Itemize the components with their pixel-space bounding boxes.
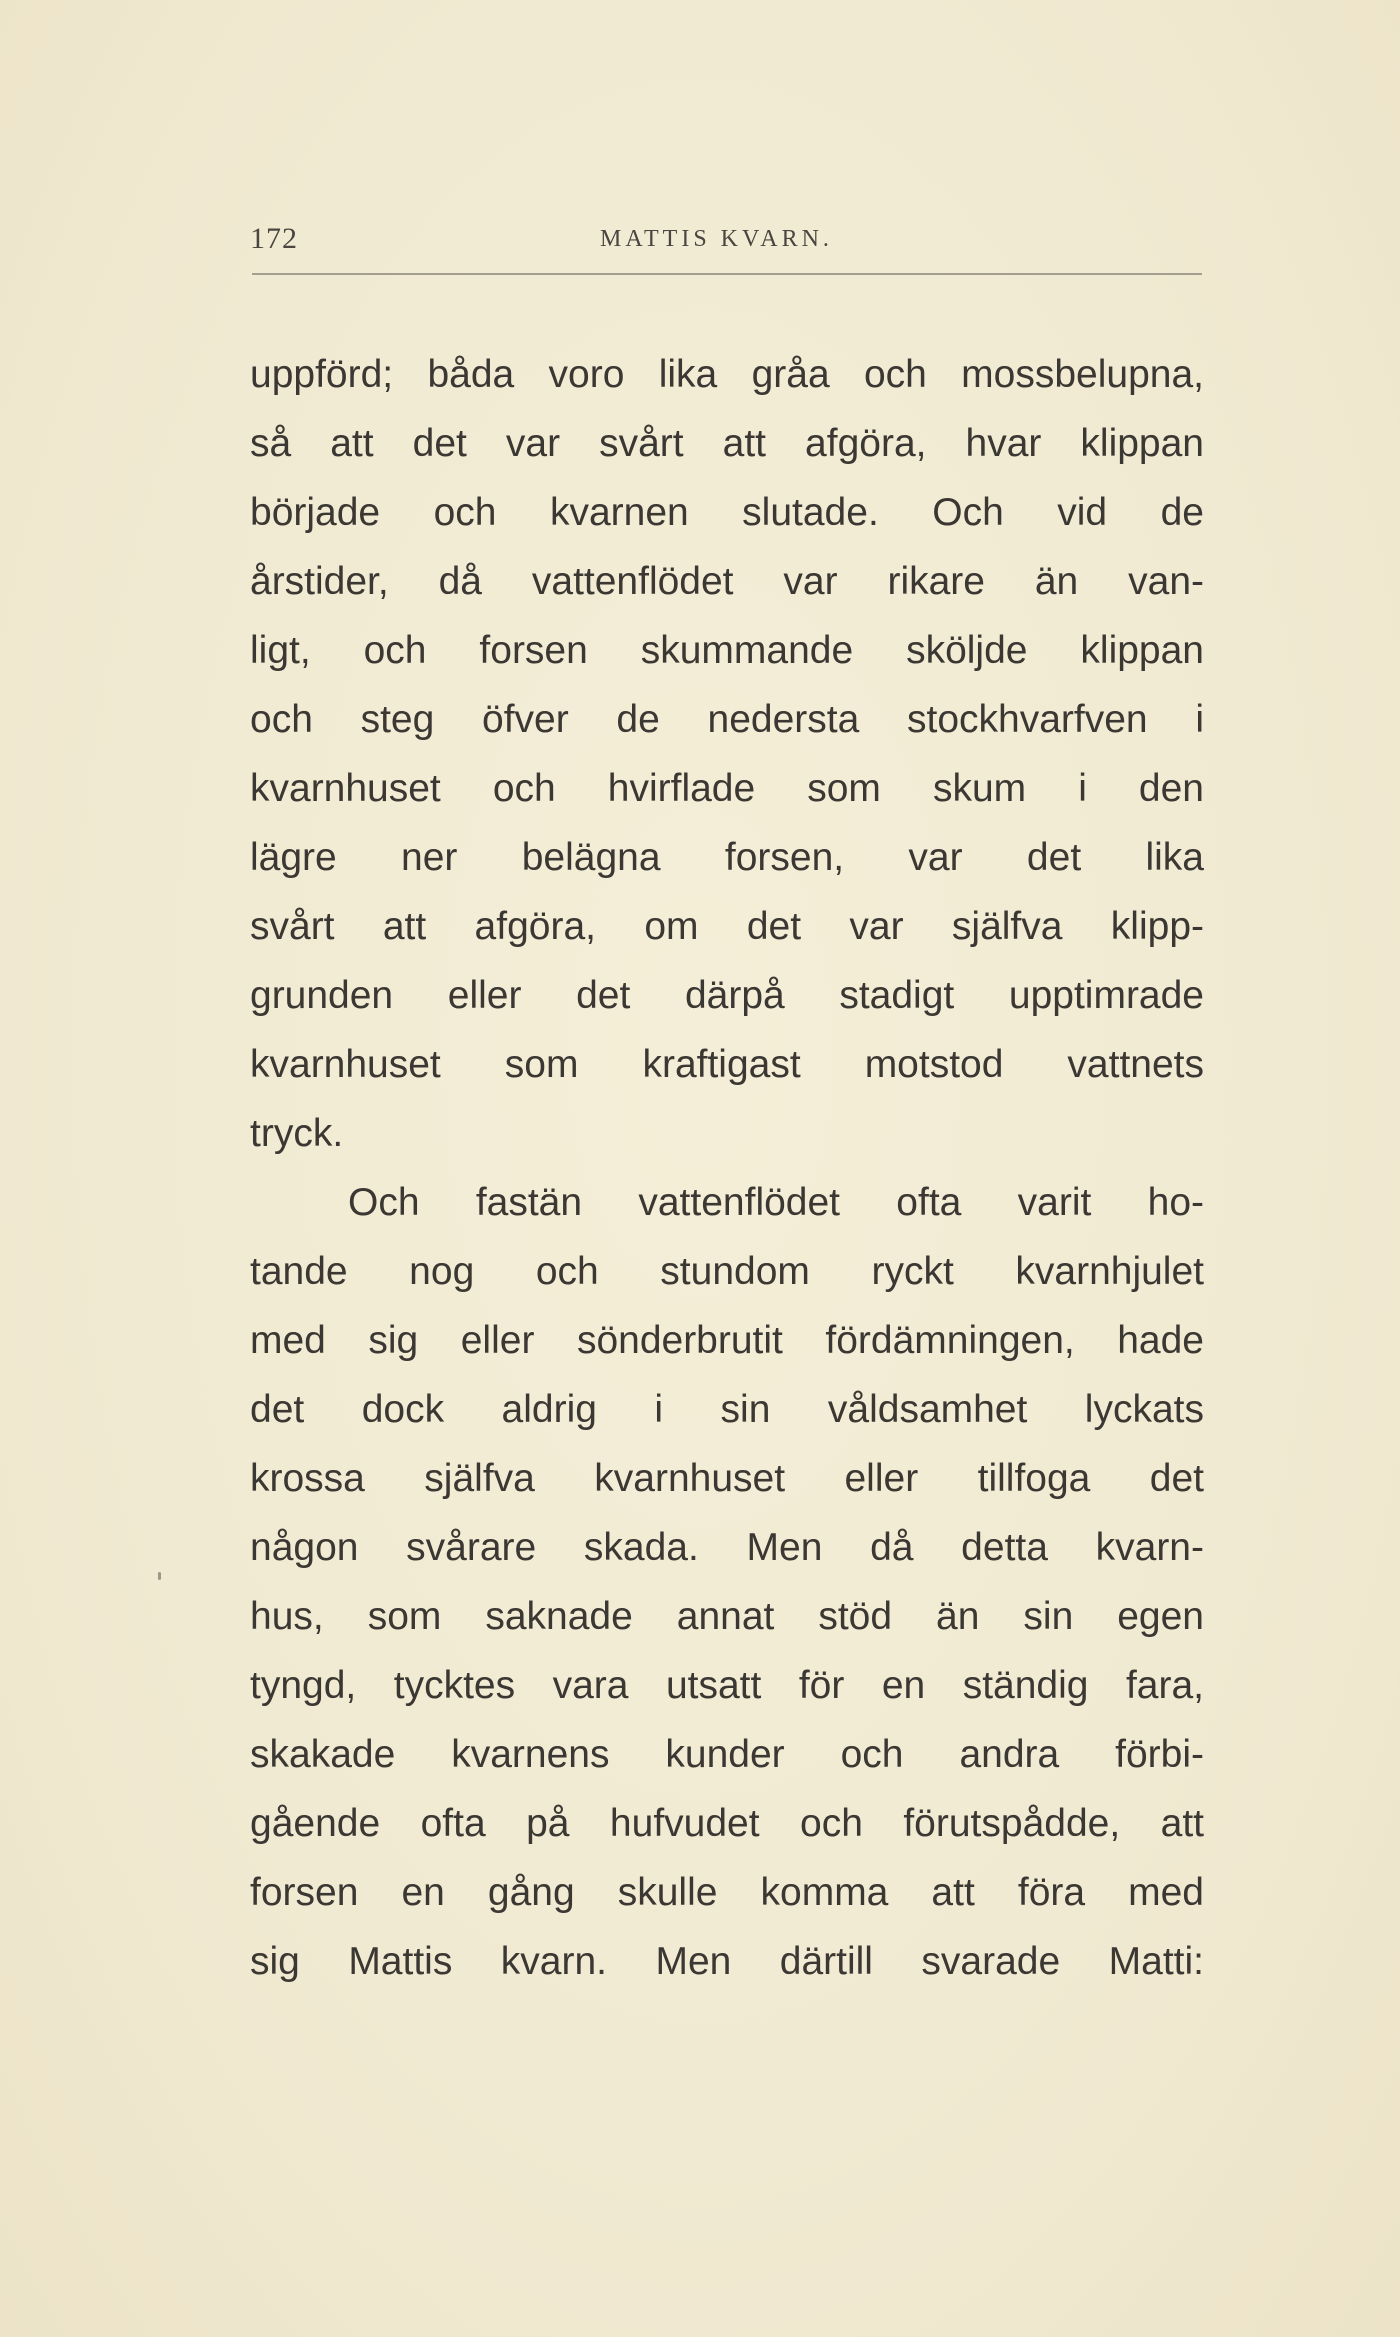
text-line: så att det var svårt att afgöra, hvar klippan	[250, 422, 1204, 465]
text-line: svårt att afgöra, om det var själfva klipp-	[250, 905, 1204, 948]
text-line: kvarnhuset och hvirflade som skum i den	[250, 767, 1204, 810]
text-line: uppförd; båda voro lika gråa och mossbelupna,	[250, 353, 1204, 396]
text-line: började och kvarnen slutade. Och vid de	[250, 491, 1204, 534]
text-line: forsen en gång skulle komma att föra med	[250, 1871, 1204, 1914]
text-line: tyngd, tycktes vara utsatt för en ständig fara,	[250, 1664, 1204, 1707]
text-line: årstider, då vattenflödet var rikare än van-	[250, 560, 1204, 603]
running-head	[250, 222, 1204, 262]
text-line: det dock aldrig i sin våldsamhet lyckats	[250, 1388, 1204, 1431]
margin-speck	[158, 1572, 161, 1580]
text-line: tryck.	[250, 1112, 344, 1155]
text-line: krossa själfva kvarnhuset eller tillfoga det	[250, 1457, 1204, 1500]
text-line: gående ofta på hufvudet och förutspådde, att	[250, 1802, 1204, 1845]
page-number: 172	[250, 222, 298, 255]
text-line: grunden eller det därpå stadigt upptimrade	[250, 974, 1204, 1017]
text-line: hus, som saknade annat stöd än sin egen	[250, 1595, 1204, 1638]
text-line: med sig eller sönderbrutit fördämningen, hade	[250, 1319, 1204, 1362]
text-line: skakade kvarnens kunder och andra förbi-	[250, 1733, 1204, 1776]
text-line: kvarnhuset som kraftigast motstod vattnets	[250, 1043, 1204, 1086]
paragraph-first-line: Och fastän vattenflödet ofta varit ho-	[348, 1181, 1204, 1224]
body-text	[250, 340, 1204, 1996]
text-line: och steg öfver de nedersta stockhvarfven i	[250, 698, 1204, 741]
text-line: tande nog och stundom ryckt kvarnhjulet	[250, 1250, 1204, 1293]
text-line: någon svårare skada. Men då detta kvarn-	[250, 1526, 1204, 1569]
text-line: sig Mattis kvarn. Men därtill svarade Matti:	[250, 1940, 1204, 1983]
text-line: lägre ner belägna forsen, var det lika	[250, 836, 1204, 879]
header-rule	[252, 273, 1202, 275]
text-line: ligt, och forsen skummande sköljde klippan	[250, 629, 1204, 672]
running-title: MATTIS KVARN.	[600, 226, 833, 252]
